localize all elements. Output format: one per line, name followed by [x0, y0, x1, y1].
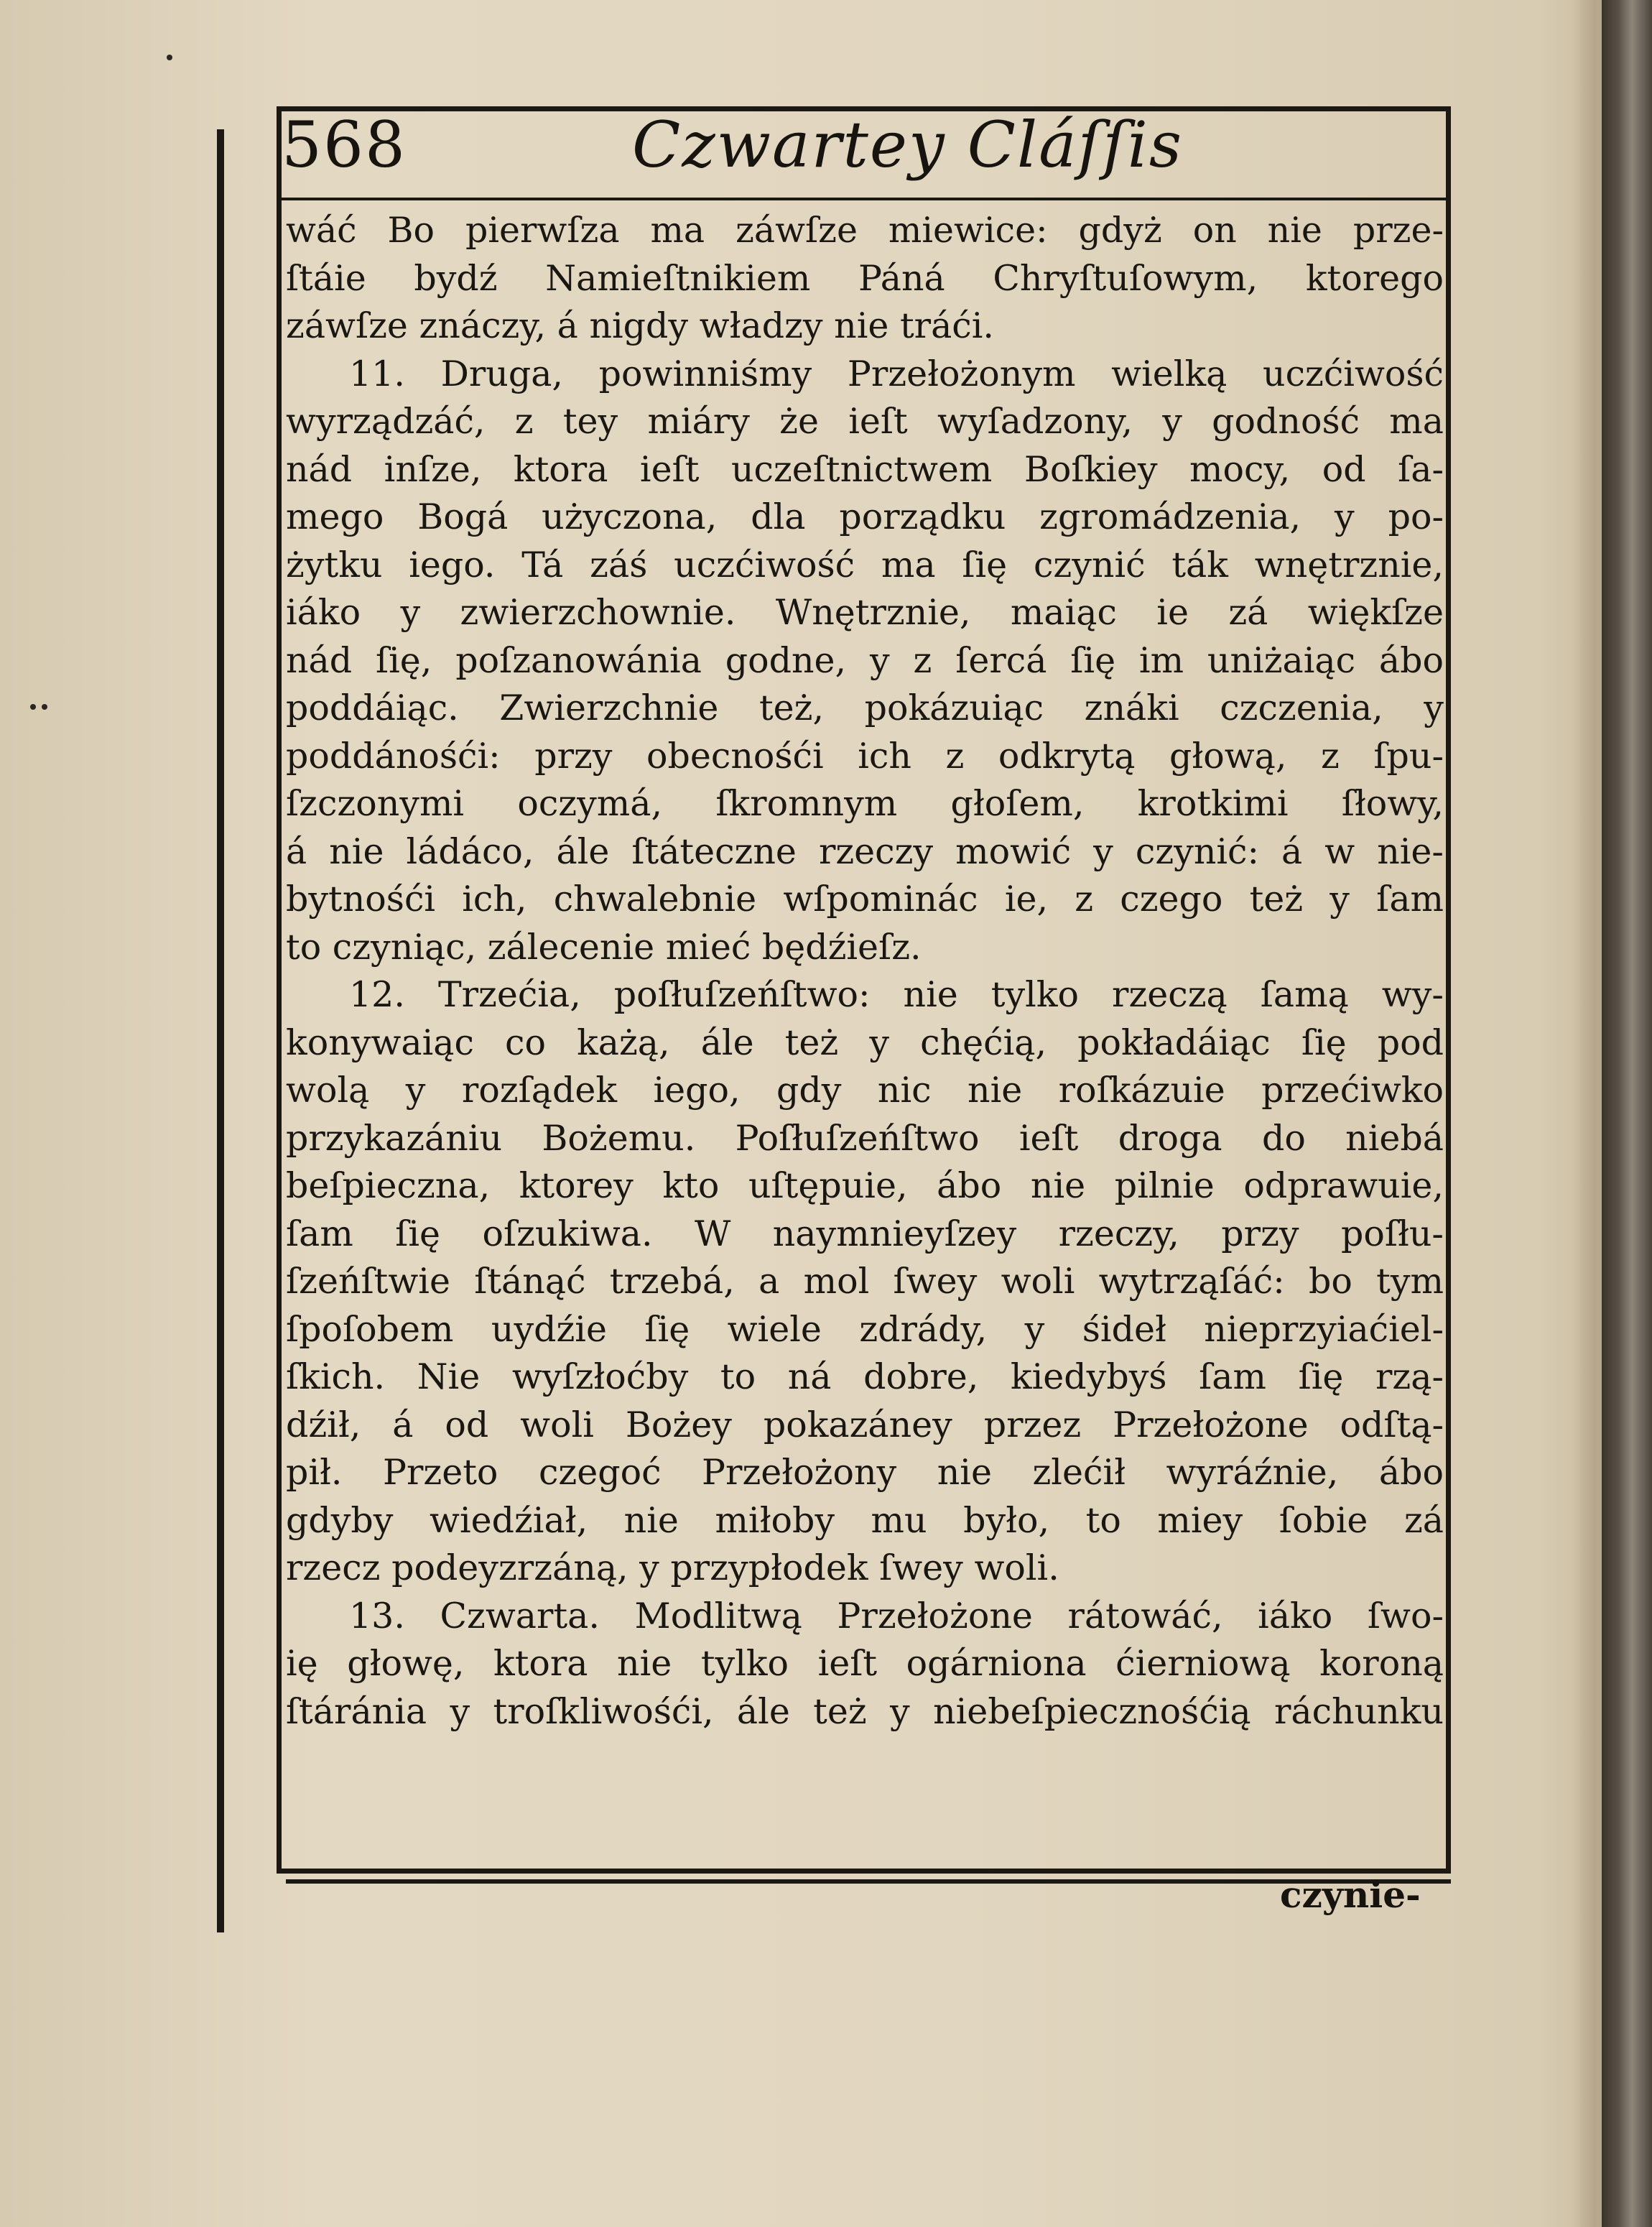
text-line: pił. Przeto czegoć Przełożony nie zlećił wyráźnie, ábo	[286, 1452, 1444, 1493]
page-number: 568	[282, 108, 407, 182]
text-line: ſkich. Nie wyſzłoćby to ná dobre, kiedybyś ſam ſię rzą-	[286, 1356, 1444, 1397]
text-line: bytnośći ich, chwalebnie wſpominác ie, z czego też y ſam	[286, 879, 1444, 920]
text-line: żytku iego. Tá záś uczćiwość ma ſię czynić ták wnętrznie,	[286, 544, 1444, 585]
text-line: nád ſię, poſzanowánia godne, y z ſercá ſię im uniżaiąc ábo	[286, 639, 1444, 681]
text-line: mego Bogá użyczona, dla porządku zgromádzenia, y po-	[286, 496, 1444, 537]
text-line: ſtáránia y troſkliwośći, ále też y niebeſpiecznośćią ráchunku	[286, 1690, 1444, 1732]
text-line: rzecz podeyzrzáną, y przypłodek ſwey woli.	[286, 1547, 1059, 1588]
text-line: poddánośći: przy obecnośći ich z odkrytą głową, z ſpu-	[286, 735, 1444, 777]
text-line: dźił, á od woli Bożey pokazáney przez Przełożone odſtą-	[286, 1404, 1444, 1445]
text-line: wolą y rozſądek iego, gdy nic nie roſkázuie przećiwko	[286, 1070, 1444, 1111]
text-line: ſpoſobem uydźie ſię wiele zdrády, y śideł nieprzyiaćiel-	[286, 1308, 1444, 1350]
text-line: konywaiąc co każą, ále też y chęćią, pokładáiąc ſię pod	[286, 1022, 1444, 1063]
book-spine	[1602, 0, 1652, 2227]
text-line: gdyby wiedźiał, nie miłoby mu było, to miey ſobie zá	[286, 1499, 1444, 1541]
ink-speck	[30, 704, 36, 710]
ink-speck	[167, 55, 172, 60]
body-text	[286, 207, 1444, 1736]
text-line: ſam ſię oſzukiwa. W naymnieyſzey rzeczy, przy poſłu-	[286, 1213, 1444, 1254]
catchword: czynie-	[1280, 1874, 1421, 1916]
text-line: ię głowę, ktora nie tylko ieſt ogárniona ćierniową koroną	[286, 1643, 1444, 1684]
text-line: nád inſze, ktora ieſt uczeſtnictwem Boſkiey mocy, od ſa-	[286, 448, 1444, 490]
text-line: przykazániu Bożemu. Poſłuſzeńſtwo ieſt droga do niebá	[286, 1117, 1444, 1159]
header-rule	[277, 198, 1451, 200]
text-line: á nie ládáco, ále ſtáteczne rzeczy mowić y czynić: á w nie-	[286, 830, 1444, 872]
text-line: beſpieczna, ktorey kto uſtępuie, ábo nie pilnie odprawuie,	[286, 1165, 1444, 1206]
frame-bottom-rule	[286, 1879, 1451, 1884]
text-line: to czyniąc, zálecenie mieć będźieſz.	[286, 926, 922, 968]
text-line: ſtáie bydź Namieſtnikiem Páná Chryſtuſowym, ktorego	[286, 257, 1444, 299]
ink-speck	[42, 704, 47, 710]
text-line: ſzeńſtwie ſtánąć trzebá, a mol ſwey woli wytrząſáć: bo tym	[286, 1261, 1444, 1302]
text-line: záwſze znáczy, á nigdy władzy nie tráći.	[286, 305, 994, 346]
text-line: 13. Czwarta. Modlitwą Przełożone rátowáć, iáko ſwo-	[349, 1595, 1444, 1636]
text-line: 11. Druga, powinniśmy Przełożonym wielką uczćiwość	[349, 353, 1444, 394]
text-line: ſzczonymi oczymá, ſkromnym głoſem, krotkimi ſłowy,	[286, 783, 1444, 824]
margin-rule	[217, 129, 224, 1932]
text-line: 12. Trzećia, poſłuſzeńſtwo: nie tylko rzeczą ſamą wy-	[349, 974, 1444, 1015]
text-line: wáć Bo pierwſza ma záwſze miewice: gdyż on nie prze-	[286, 210, 1444, 251]
text-line: iáko y zwierzchownie. Wnętrznie, maiąc ie zá więkſze	[286, 592, 1444, 633]
text-line: poddáiąc. Zwierzchnie też, pokázuiąc znáki czczenia, y	[286, 687, 1444, 728]
running-title: Czwartey Cláſſis	[632, 108, 1184, 182]
text-line: wyrządzáć, z tey miáry że ieſt wyſadzony, y godność ma	[286, 401, 1444, 442]
